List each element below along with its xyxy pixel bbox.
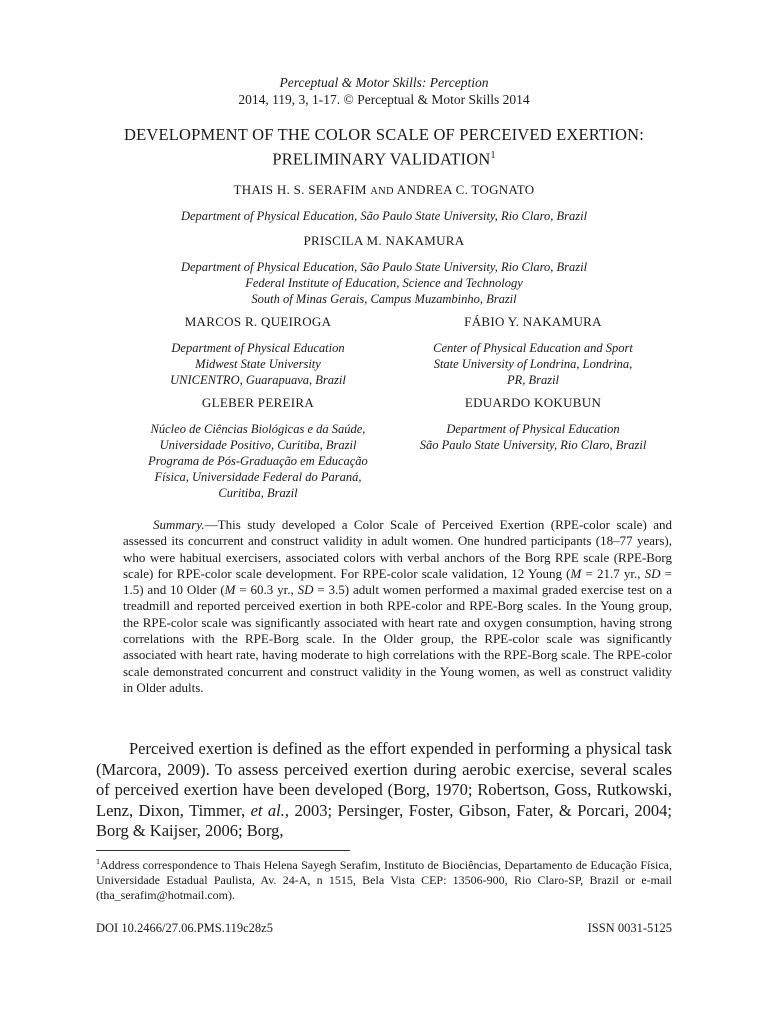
author-name: MARCOS R. QUEIROGA bbox=[184, 314, 332, 329]
body-paragraph bbox=[96, 739, 672, 842]
journal-header bbox=[0, 74, 768, 108]
stat-symbol: M bbox=[570, 565, 582, 581]
title-line-1: DEVELOPMENT OF THE COLOR SCALE OF PERCEIVED EXERTION: bbox=[123, 125, 645, 144]
affiliation-line: Programa de Pós-Graduação em Educação bbox=[148, 454, 368, 468]
abstract bbox=[123, 517, 672, 696]
abstract-text: = 3.5) adult women performed a maximal graded exercise test on a treadmill and reported perceived exertion in both RPE-color and RPE-Borg scales. In the Young group, the RPE-color scale was significantly associated with heart rate and oxygen consumption, having strong correlations with the RPE-Borg scale. In the Older group, the RPE-color scale was significantly associated with heart rate, having moderate to high correlations with the RPE-Borg scale. The RPE-color scale demonstrated concurrent and construct validity in the Young women, as well as construct validity in Older adults. bbox=[123, 582, 673, 695]
author-name: EDUARDO KOKUBUN bbox=[464, 395, 602, 410]
affiliation-1: Department of Physical Education, São Paulo State University, Rio Claro, Brazil bbox=[180, 209, 588, 223]
affiliation-line: Midwest State University bbox=[195, 357, 321, 371]
stat-symbol: SD bbox=[644, 565, 661, 581]
affiliation-2-line-3: South of Minas Gerais, Campus Muzambinho, Brazil bbox=[251, 292, 517, 306]
affiliation-line: Curitiba, Brazil bbox=[218, 486, 298, 500]
affiliation-line: Núcleo de Ciências Biológicas e da Saúde, bbox=[150, 422, 366, 436]
affiliation-line: Center of Physical Education and Sport bbox=[433, 341, 633, 355]
footnote-text: Address correspondence to Thais Helena Sayegh Serafim, Instituto de Biociências, Departamento de Educação Física, Universidade Estadual Paulista, Av. 24-A, n 1515, Bela Vista CEP: 13506-900, Rio Claro-SP, Brazil or e-mail (tha_serafim@hotmail.com). bbox=[96, 858, 672, 902]
affiliation-line: PR, Brazil bbox=[506, 373, 560, 387]
author-name: FÁBIO Y. NAKAMURA bbox=[464, 314, 602, 329]
author-serafim: THAIS H. S. SERAFIM bbox=[233, 182, 367, 197]
title-footnote-mark: 1 bbox=[490, 150, 496, 161]
affiliation-line: Department of Physical Education bbox=[171, 341, 345, 355]
affiliation-2-line-1: Department of Physical Education, São Paulo State University, Rio Claro, Brazil bbox=[180, 260, 588, 274]
affiliation-line: São Paulo State University, Rio Claro, Brazil bbox=[419, 438, 647, 452]
affiliation-line: Department of Physical Education bbox=[446, 422, 620, 436]
issn: ISSN 0031-5125 bbox=[587, 921, 672, 935]
author-f-nakamura bbox=[378, 314, 688, 388]
doi: DOI 10.2466/27.06.PMS.119c28z5 bbox=[96, 921, 273, 935]
affiliation-line: Física, Universidade Federal do Paraná, bbox=[154, 470, 362, 484]
author-conjunction: AND bbox=[370, 186, 394, 197]
author-name: GLEBER PEREIRA bbox=[201, 395, 315, 410]
author-group-2 bbox=[0, 233, 768, 307]
body-text: Perceived exertion is defined as the effort expended in performing a physical task (Marcora, 2009). To assess perceived exertion during aerobic exercise, several scales of perceived exertion have been developed (Borg, 1970; Robertson, Goss, Rutkowski, Lenz, Dixon, Timmer, bbox=[96, 739, 672, 820]
footnote-divider bbox=[96, 850, 350, 851]
stat-symbol: SD bbox=[297, 582, 314, 598]
author-pereira bbox=[108, 395, 408, 501]
footnote-mark: 1 bbox=[96, 857, 100, 866]
body-text-italic: et al. bbox=[250, 800, 285, 820]
abstract-text: = 60.3 yr., bbox=[235, 582, 298, 598]
author-kokubun bbox=[378, 395, 688, 453]
article-title bbox=[60, 124, 708, 170]
footnote bbox=[96, 854, 672, 903]
body-text: , 2003; Persinger, Foster, Gibson, Fater, & Porcari, 2004; Borg & Kaijser, 2006; Borg, bbox=[96, 800, 672, 840]
title-line-2: PRELIMINARY VALIDATION bbox=[272, 149, 491, 169]
journal-citation: 2014, 119, 3, 1-17. © Perceptual & Motor Skills 2014 bbox=[238, 92, 530, 107]
affiliation-line: UNICENTRO, Guarapuava, Brazil bbox=[170, 373, 346, 387]
author-p-nakamura: PRISCILA M. NAKAMURA bbox=[303, 233, 465, 248]
abstract-text: = 1.5) and 10 Older ( bbox=[123, 565, 672, 598]
journal-name: Perceptual & Motor Skills: Perception bbox=[279, 75, 489, 90]
author-tognato: ANDREA C. TOGNATO bbox=[396, 182, 535, 197]
author-group-1 bbox=[0, 182, 768, 224]
abstract-text: = 21.7 yr., bbox=[581, 565, 645, 581]
author-queiroga bbox=[108, 314, 408, 388]
affiliation-line: State University of Londrina, Londrina, bbox=[433, 357, 633, 371]
abstract-label: Summary. bbox=[153, 517, 205, 532]
stat-symbol: M bbox=[224, 582, 236, 598]
abstract-text: —This study developed a Color Scale of Perceived Exertion (RPE-color scale) and assessed its concurrent and construct validity in adult women. One hundred participants (18–77 years), who were habitual exercisers, associated colors with verbal anchors of the Borg RPE scale (RPE-Borg scale) for RPE-color scale development. For RPE-color scale validation, 12 Young ( bbox=[123, 517, 672, 581]
affiliation-2-line-2: Federal Institute of Education, Science and Technology bbox=[245, 276, 523, 290]
affiliation-line: Universidade Positivo, Curitiba, Brazil bbox=[159, 438, 357, 452]
